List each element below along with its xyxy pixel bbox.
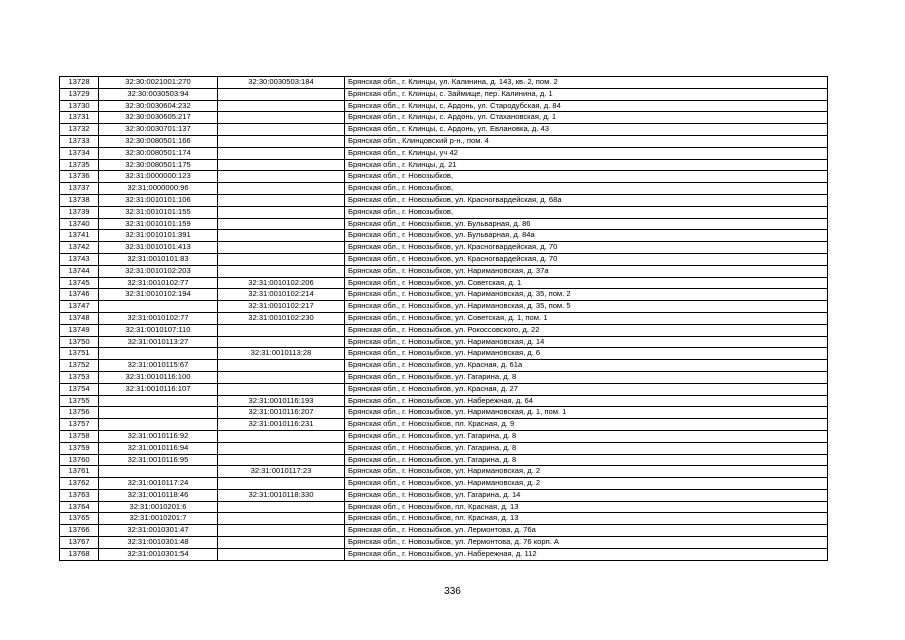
address-cell: Брянская обл., г. Новозыбков, ул. Набережная, д. 64 <box>345 395 828 407</box>
address-cell: Брянская обл., г. Клинцы, уч 42 <box>345 147 828 159</box>
linked-cadastral-number-cell <box>218 513 345 525</box>
table-row <box>60 537 828 549</box>
address-cell: Брянская обл., г. Новозыбков, ул. Наримановская, д. 6 <box>345 348 828 360</box>
linked-cadastral-number-cell <box>218 112 345 124</box>
linked-cadastral-number-cell <box>218 383 345 395</box>
linked-cadastral-number-cell: 32:30:0030503:184 <box>218 77 345 89</box>
row-number-cell: 13757 <box>60 419 99 431</box>
address-cell: Брянская обл., г. Клинцы, ул. Калинина, д. 143, кв. 2, пом. 2 <box>345 77 828 89</box>
cadastral-number-cell: 32:31:0010102:77 <box>99 312 218 324</box>
address-cell: Брянская обл., г. Новозыбков, ул. Гагарина, д. 8 <box>345 454 828 466</box>
address-cell: Брянская обл., г. Новозыбков, ул. Гагарина, д. 8 <box>345 371 828 383</box>
address-cell: Брянская обл., г. Новозыбков, ул. Наримановская, д. 2 <box>345 478 828 490</box>
table-row <box>60 513 828 525</box>
cadastral-number-cell: 32:31:0010118:46 <box>99 489 218 501</box>
table-row <box>60 265 828 277</box>
cadastral-number-cell: 32:31:0000000:123 <box>99 171 218 183</box>
table-row <box>60 501 828 513</box>
linked-cadastral-number-cell <box>218 265 345 277</box>
row-number-cell: 13730 <box>60 100 99 112</box>
table-row <box>60 407 828 419</box>
table-row <box>60 383 828 395</box>
table-row <box>60 336 828 348</box>
page-number: 336 <box>444 586 461 597</box>
cadastral-number-cell <box>99 466 218 478</box>
row-number-cell: 13750 <box>60 336 99 348</box>
table-row <box>60 88 828 100</box>
linked-cadastral-number-cell <box>218 124 345 136</box>
address-cell: Брянская обл., г. Новозыбков, ул. Лермонтова, д. 76 корп. А <box>345 537 828 549</box>
address-cell: Брянская обл., г. Новозыбков, ул. Наримановская, д. 35, пом. 5 <box>345 301 828 313</box>
row-number-cell: 13744 <box>60 265 99 277</box>
row-number-cell: 13758 <box>60 430 99 442</box>
linked-cadastral-number-cell <box>218 501 345 513</box>
linked-cadastral-number-cell <box>218 371 345 383</box>
table-row <box>60 159 828 171</box>
linked-cadastral-number-cell: 32:31:0010113:28 <box>218 348 345 360</box>
cadastral-number-cell: 32:31:0010101:155 <box>99 206 218 218</box>
table-row <box>60 525 828 537</box>
cadastral-number-cell: 32:31:0010102:194 <box>99 289 218 301</box>
table-row <box>60 312 828 324</box>
linked-cadastral-number-cell: 32:31:0010102:217 <box>218 301 345 313</box>
cadastral-number-cell: 32:31:0010201:6 <box>99 501 218 513</box>
address-cell: Брянская обл., г. Новозыбков, ул. Наримановская, д. 37а <box>345 265 828 277</box>
address-cell: Брянская обл., г. Новозыбков, <box>345 183 828 195</box>
address-cell: Брянская обл., г. Новозыбков, ул. Наримановская, д. 2 <box>345 466 828 478</box>
address-cell: Брянская обл., г. Клинцы, с. Займище, пер. Калинина, д. 1 <box>345 88 828 100</box>
table-row <box>60 253 828 265</box>
cadastral-number-cell: 32:31:0010116:94 <box>99 442 218 454</box>
address-cell: Брянская обл., г. Новозыбков, ул. Красногвардейская, д. 70 <box>345 253 828 265</box>
registry-table <box>59 76 828 561</box>
address-cell: Брянская обл., г. Новозыбков, ул. Рокоссовского, д. 22 <box>345 324 828 336</box>
table-row <box>60 112 828 124</box>
table-row <box>60 100 828 112</box>
linked-cadastral-number-cell <box>218 430 345 442</box>
row-number-cell: 13751 <box>60 348 99 360</box>
linked-cadastral-number-cell <box>218 360 345 372</box>
linked-cadastral-number-cell <box>218 548 345 560</box>
address-cell: Брянская обл., г. Новозыбков, ул. Лермонтова, д. 76а <box>345 525 828 537</box>
row-number-cell: 13754 <box>60 383 99 395</box>
row-number-cell: 13746 <box>60 289 99 301</box>
row-number-cell: 13759 <box>60 442 99 454</box>
cadastral-number-cell: 32:30:0080501:174 <box>99 147 218 159</box>
linked-cadastral-number-cell <box>218 218 345 230</box>
cadastral-number-cell: 32:31:0010116:100 <box>99 371 218 383</box>
address-cell: Брянская обл., г. Новозыбков, <box>345 206 828 218</box>
cadastral-number-cell: 32:31:0010101:413 <box>99 242 218 254</box>
cadastral-number-cell: 32:31:0010101:391 <box>99 230 218 242</box>
row-number-cell: 13739 <box>60 206 99 218</box>
address-cell: Брянская обл., г. Новозыбков, ул. Советская, д. 1 <box>345 277 828 289</box>
row-number-cell: 13761 <box>60 466 99 478</box>
address-cell: Брянская обл., г. Новозыбков, пл. Красная, д. 13 <box>345 513 828 525</box>
cadastral-number-cell: 32:31:0010201:7 <box>99 513 218 525</box>
table-row <box>60 466 828 478</box>
cadastral-number-cell: 32:31:0010101:83 <box>99 253 218 265</box>
cadastral-number-cell: 32:31:0010115:67 <box>99 360 218 372</box>
cadastral-number-cell <box>99 419 218 431</box>
table-row <box>60 135 828 147</box>
cadastral-number-cell <box>99 301 218 313</box>
row-number-cell: 13732 <box>60 124 99 136</box>
linked-cadastral-number-cell <box>218 442 345 454</box>
table-row <box>60 289 828 301</box>
row-number-cell: 13768 <box>60 548 99 560</box>
address-cell: Брянская обл., г. Новозыбков, ул. Гагарина, д. 14 <box>345 489 828 501</box>
address-cell: Брянская обл., г. Новозыбков, ул. Советская, д. 1, пом. 1 <box>345 312 828 324</box>
row-number-cell: 13736 <box>60 171 99 183</box>
row-number-cell: 13747 <box>60 301 99 313</box>
row-number-cell: 13745 <box>60 277 99 289</box>
row-number-cell: 13749 <box>60 324 99 336</box>
row-number-cell: 13738 <box>60 194 99 206</box>
linked-cadastral-number-cell <box>218 194 345 206</box>
table-row <box>60 206 828 218</box>
linked-cadastral-number-cell: 32:31:0010117:23 <box>218 466 345 478</box>
address-cell: Брянская обл., г. Новозыбков, ул. Красногвардейская, д. 70 <box>345 242 828 254</box>
cadastral-number-cell: 32:31:0010107:110 <box>99 324 218 336</box>
address-cell: Брянская обл., г. Новозыбков, <box>345 171 828 183</box>
cadastral-number-cell: 32:30:0080501:175 <box>99 159 218 171</box>
address-cell: Брянская обл., Клинцовский р-н., пом. 4 <box>345 135 828 147</box>
address-cell: Брянская обл., г. Новозыбков, ул. Набережная, д. 112 <box>345 548 828 560</box>
table-row <box>60 147 828 159</box>
linked-cadastral-number-cell <box>218 253 345 265</box>
table-row <box>60 324 828 336</box>
cadastral-number-cell: 32:31:0010116:95 <box>99 454 218 466</box>
linked-cadastral-number-cell <box>218 206 345 218</box>
cadastral-number-cell: 32:30:0030605:217 <box>99 112 218 124</box>
cadastral-number-cell: 32:31:0000000:96 <box>99 183 218 195</box>
address-cell: Брянская обл., г. Новозыбков, ул. Бульварная, д. 84а <box>345 230 828 242</box>
cadastral-number-cell: 32:31:0010116:92 <box>99 430 218 442</box>
row-number-cell: 13755 <box>60 395 99 407</box>
linked-cadastral-number-cell <box>218 336 345 348</box>
linked-cadastral-number-cell: 32:31:0010102:214 <box>218 289 345 301</box>
linked-cadastral-number-cell <box>218 171 345 183</box>
row-number-cell: 13748 <box>60 312 99 324</box>
cadastral-number-cell: 32:31:0010102:203 <box>99 265 218 277</box>
cadastral-number-cell <box>99 407 218 419</box>
address-cell: Брянская обл., г. Новозыбков, ул. Красногвардейская, д. 68а <box>345 194 828 206</box>
table-row <box>60 242 828 254</box>
address-cell: Брянская обл., г. Новозыбков, ул. Гагарина, д. 8 <box>345 442 828 454</box>
row-number-cell: 13735 <box>60 159 99 171</box>
table-row <box>60 360 828 372</box>
row-number-cell: 13734 <box>60 147 99 159</box>
table-row <box>60 348 828 360</box>
row-number-cell: 13752 <box>60 360 99 372</box>
table-row <box>60 371 828 383</box>
cadastral-number-cell: 32:31:0010102:77 <box>99 277 218 289</box>
table-row <box>60 548 828 560</box>
address-cell: Брянская обл., г. Клинцы, д. 21 <box>345 159 828 171</box>
address-cell: Брянская обл., г. Новозыбков, ул. Бульварная, д. 86 <box>345 218 828 230</box>
cadastral-number-cell: 32:30:0080501:166 <box>99 135 218 147</box>
row-number-cell: 13763 <box>60 489 99 501</box>
row-number-cell: 13762 <box>60 478 99 490</box>
table-row <box>60 218 828 230</box>
row-number-cell: 13729 <box>60 88 99 100</box>
table-row <box>60 171 828 183</box>
cadastral-number-cell: 32:31:0010301:47 <box>99 525 218 537</box>
linked-cadastral-number-cell <box>218 454 345 466</box>
address-cell: Брянская обл., г. Новозыбков, ул. Наримановская, д. 35, пом. 2 <box>345 289 828 301</box>
address-cell: Брянская обл., г. Клинцы, с. Ардонь, ул. Евлановка, д. 43 <box>345 124 828 136</box>
address-cell: Брянская обл., г. Новозыбков, ул. Красная, д. 61а <box>345 360 828 372</box>
address-cell: Брянская обл., г. Новозыбков, ул. Наримановская, д. 14 <box>345 336 828 348</box>
table-row <box>60 430 828 442</box>
address-cell: Брянская обл., г. Новозыбков, ул. Красная, д. 27 <box>345 383 828 395</box>
table-row <box>60 442 828 454</box>
linked-cadastral-number-cell <box>218 324 345 336</box>
linked-cadastral-number-cell: 32:31:0010116:231 <box>218 419 345 431</box>
row-number-cell: 13760 <box>60 454 99 466</box>
row-number-cell: 13753 <box>60 371 99 383</box>
cadastral-number-cell: 32:30:0030701:137 <box>99 124 218 136</box>
cadastral-number-cell: 32:31:0010113:27 <box>99 336 218 348</box>
linked-cadastral-number-cell <box>218 537 345 549</box>
address-cell: Брянская обл., г. Новозыбков, пл. Красная, д. 9 <box>345 419 828 431</box>
table-row <box>60 489 828 501</box>
linked-cadastral-number-cell <box>218 147 345 159</box>
linked-cadastral-number-cell <box>218 135 345 147</box>
cadastral-number-cell: 32:30:0030503:94 <box>99 88 218 100</box>
table-row <box>60 478 828 490</box>
linked-cadastral-number-cell: 32:31:0010102:206 <box>218 277 345 289</box>
cadastral-number-cell <box>99 348 218 360</box>
row-number-cell: 13756 <box>60 407 99 419</box>
cadastral-number-cell: 32:31:0010301:48 <box>99 537 218 549</box>
registry-table-body <box>60 77 828 561</box>
row-number-cell: 13743 <box>60 253 99 265</box>
row-number-cell: 13737 <box>60 183 99 195</box>
row-number-cell: 13742 <box>60 242 99 254</box>
row-number-cell: 13766 <box>60 525 99 537</box>
address-cell: Брянская обл., г. Новозыбков, ул. Гагарина, д. 8 <box>345 430 828 442</box>
table-row <box>60 419 828 431</box>
linked-cadastral-number-cell <box>218 183 345 195</box>
table-row <box>60 454 828 466</box>
linked-cadastral-number-cell: 32:31:0010116:207 <box>218 407 345 419</box>
linked-cadastral-number-cell <box>218 88 345 100</box>
linked-cadastral-number-cell <box>218 478 345 490</box>
cadastral-number-cell <box>99 395 218 407</box>
cadastral-number-cell: 32:30:0030604:232 <box>99 100 218 112</box>
cadastral-number-cell: 32:31:0010301:54 <box>99 548 218 560</box>
linked-cadastral-number-cell <box>218 230 345 242</box>
address-cell: Брянская обл., г. Клинцы, с. Ардонь, ул. Стародубская, д. 84 <box>345 100 828 112</box>
address-cell: Брянская обл., г. Клинцы, с. Ардонь, ул. Стахановская, д. 1 <box>345 112 828 124</box>
row-number-cell: 13733 <box>60 135 99 147</box>
linked-cadastral-number-cell: 32:31:0010116:193 <box>218 395 345 407</box>
table-row <box>60 124 828 136</box>
cadastral-number-cell: 32:31:0010101:159 <box>99 218 218 230</box>
address-cell: Брянская обл., г. Новозыбков, пл. Красная, д. 13 <box>345 501 828 513</box>
row-number-cell: 13765 <box>60 513 99 525</box>
linked-cadastral-number-cell <box>218 242 345 254</box>
row-number-cell: 13764 <box>60 501 99 513</box>
row-number-cell: 13767 <box>60 537 99 549</box>
cadastral-number-cell: 32:31:0010101:106 <box>99 194 218 206</box>
row-number-cell: 13731 <box>60 112 99 124</box>
row-number-cell: 13740 <box>60 218 99 230</box>
row-number-cell: 13741 <box>60 230 99 242</box>
table-row <box>60 301 828 313</box>
linked-cadastral-number-cell: 32:31:0010102:230 <box>218 312 345 324</box>
linked-cadastral-number-cell <box>218 159 345 171</box>
linked-cadastral-number-cell: 32:31:0010118:330 <box>218 489 345 501</box>
table-row <box>60 395 828 407</box>
row-number-cell: 13728 <box>60 77 99 89</box>
cadastral-number-cell: 32:30:0021001:270 <box>99 77 218 89</box>
linked-cadastral-number-cell <box>218 525 345 537</box>
linked-cadastral-number-cell <box>218 100 345 112</box>
table-row <box>60 277 828 289</box>
table-row <box>60 77 828 89</box>
table-row <box>60 183 828 195</box>
address-cell: Брянская обл., г. Новозыбков, ул. Наримановская, д. 1, пом. 1 <box>345 407 828 419</box>
table-row <box>60 194 828 206</box>
cadastral-number-cell: 32:31:0010116:107 <box>99 383 218 395</box>
table-row <box>60 230 828 242</box>
cadastral-number-cell: 32:31:0010117:24 <box>99 478 218 490</box>
